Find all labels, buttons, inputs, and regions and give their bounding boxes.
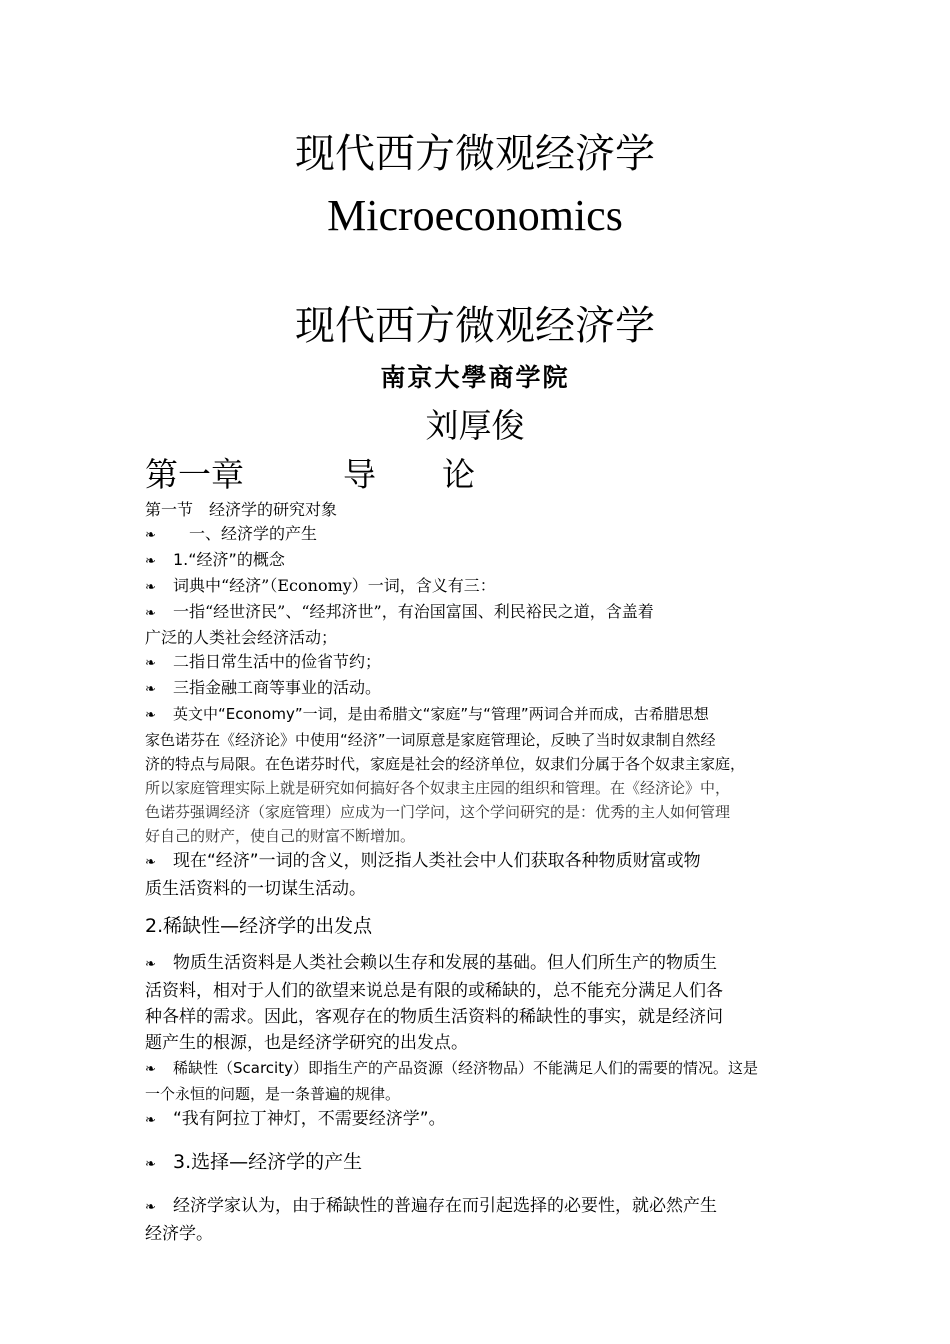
paragraph-line: 一个永恒的问题，是一条普遍的规律。 — [145, 1085, 401, 1103]
list-item: ❧ 二指日常生活中的俭省节约； — [145, 650, 810, 676]
list-item: ❧ 1.“经济”的概念 — [145, 548, 810, 574]
bullet-icon: ❧ — [145, 1157, 156, 1172]
subsection-heading: ❧ 3.选择—经济学的产生 — [145, 1148, 810, 1179]
cn-title-1: 现代西方微观经济学 — [295, 131, 655, 177]
paragraph-line: 经济学。 — [145, 1224, 213, 1244]
author-name: 刘厚俊 — [425, 406, 525, 445]
section-heading: 第一节 经济学的研究对象 — [145, 500, 338, 519]
paragraph-line: 活资料，相对于人们的欲望来说总是有限的或稀缺的，总不能充分满足人们各 — [145, 981, 723, 1001]
bullet-icon: ❧ — [145, 1062, 156, 1077]
subsection-heading: 2.稀缺性—经济学的出发点 — [145, 915, 373, 937]
list-item: ❧ 三指金融工商等事业的活动。 — [145, 676, 810, 702]
en-title: Microeconomics — [327, 191, 623, 240]
paragraph-line: 济的特点与局限。在色诺芬时代，家庭是社会的经济单位，奴隶们分属于各个奴隶主家庭， — [145, 755, 746, 773]
chapter-heading: 第一章 导 论 — [145, 455, 475, 494]
bullet-icon: ❧ — [145, 606, 156, 621]
list-item: ❧ 经济学家认为，由于稀缺性的普遍存在而引起选择的必要性，就必然产生 — [145, 1193, 810, 1221]
list-item: ❧ 英文中“Economy”一词，是由希腊文“家庭”与“管理”两词合并而成，古希腊思想 — [145, 702, 810, 728]
list-item: ❧ “我有阿拉丁神灯，不需要经济学”。 — [145, 1106, 810, 1134]
cn-title-2: 现代西方微观经济学 — [295, 303, 655, 349]
bullet-icon: ❧ — [145, 656, 156, 671]
bullet-icon: ❧ — [145, 708, 156, 723]
list-item: ❧ 稀缺性（Scarcity）即指生产的产品资源（经济物品）不能满足人们的需要的情况。这是 — [145, 1056, 810, 1082]
paragraph-line: 家色诺芬在《经济论》中使用“经济”一词原意是家庭管理论，反映了当时奴隶制自然经 — [145, 731, 716, 749]
list-item: ❧ 一、经济学的产生 — [145, 522, 810, 548]
paragraph-line: 题产生的根源，也是经济学研究的出发点。 — [145, 1033, 468, 1053]
list-item: ❧ 词典中“经济”（Economy）一词，含义有三： — [145, 574, 810, 600]
paragraph-line: 好自己的财产，使自己的财富不断增加。 — [145, 827, 416, 845]
bullet-icon: ❧ — [145, 682, 156, 697]
bullet-icon: ❧ — [145, 1200, 156, 1215]
paragraph-line: 所以家庭管理实际上就是研究如何搞好各个奴隶主庄园的组织和管理。在《经济论》中， — [145, 779, 731, 797]
paragraph-line: 种各样的需求。因此，客观存在的物质生活资料的稀缺性的事实，就是经济问 — [145, 1007, 723, 1027]
bullet-icon: ❧ — [145, 1113, 156, 1128]
bullet-icon: ❧ — [145, 528, 156, 543]
bullet-icon: ❧ — [145, 554, 156, 569]
list-item: ❧ 现在“经济”一词的含义，则泛指人类社会中人们获取各种物质财富或物 — [145, 848, 810, 876]
paragraph-line: 色诺芬强调经济（家庭管理）应成为一门学问，这个学问研究的是：优秀的主人如何管理 — [145, 803, 731, 821]
list-item: ❧ 一指“经世济民”、“经邦济世”，有治国富国、利民裕民之道，含盖着 — [145, 600, 810, 626]
school-name: 南京大學商学院 — [380, 363, 570, 392]
bullet-icon: ❧ — [145, 855, 156, 870]
bullet-icon: ❧ — [145, 957, 156, 972]
paragraph-line: 质生活资料的一切谋生活动。 — [145, 879, 366, 899]
list-item: ❧ 物质生活资料是人类社会赖以生存和发展的基础。但人们所生产的物质生 — [145, 950, 810, 978]
document-body — [145, 498, 810, 1247]
paragraph-line: 广泛的人类社会经济活动； — [145, 628, 338, 647]
bullet-icon: ❧ — [145, 580, 156, 595]
